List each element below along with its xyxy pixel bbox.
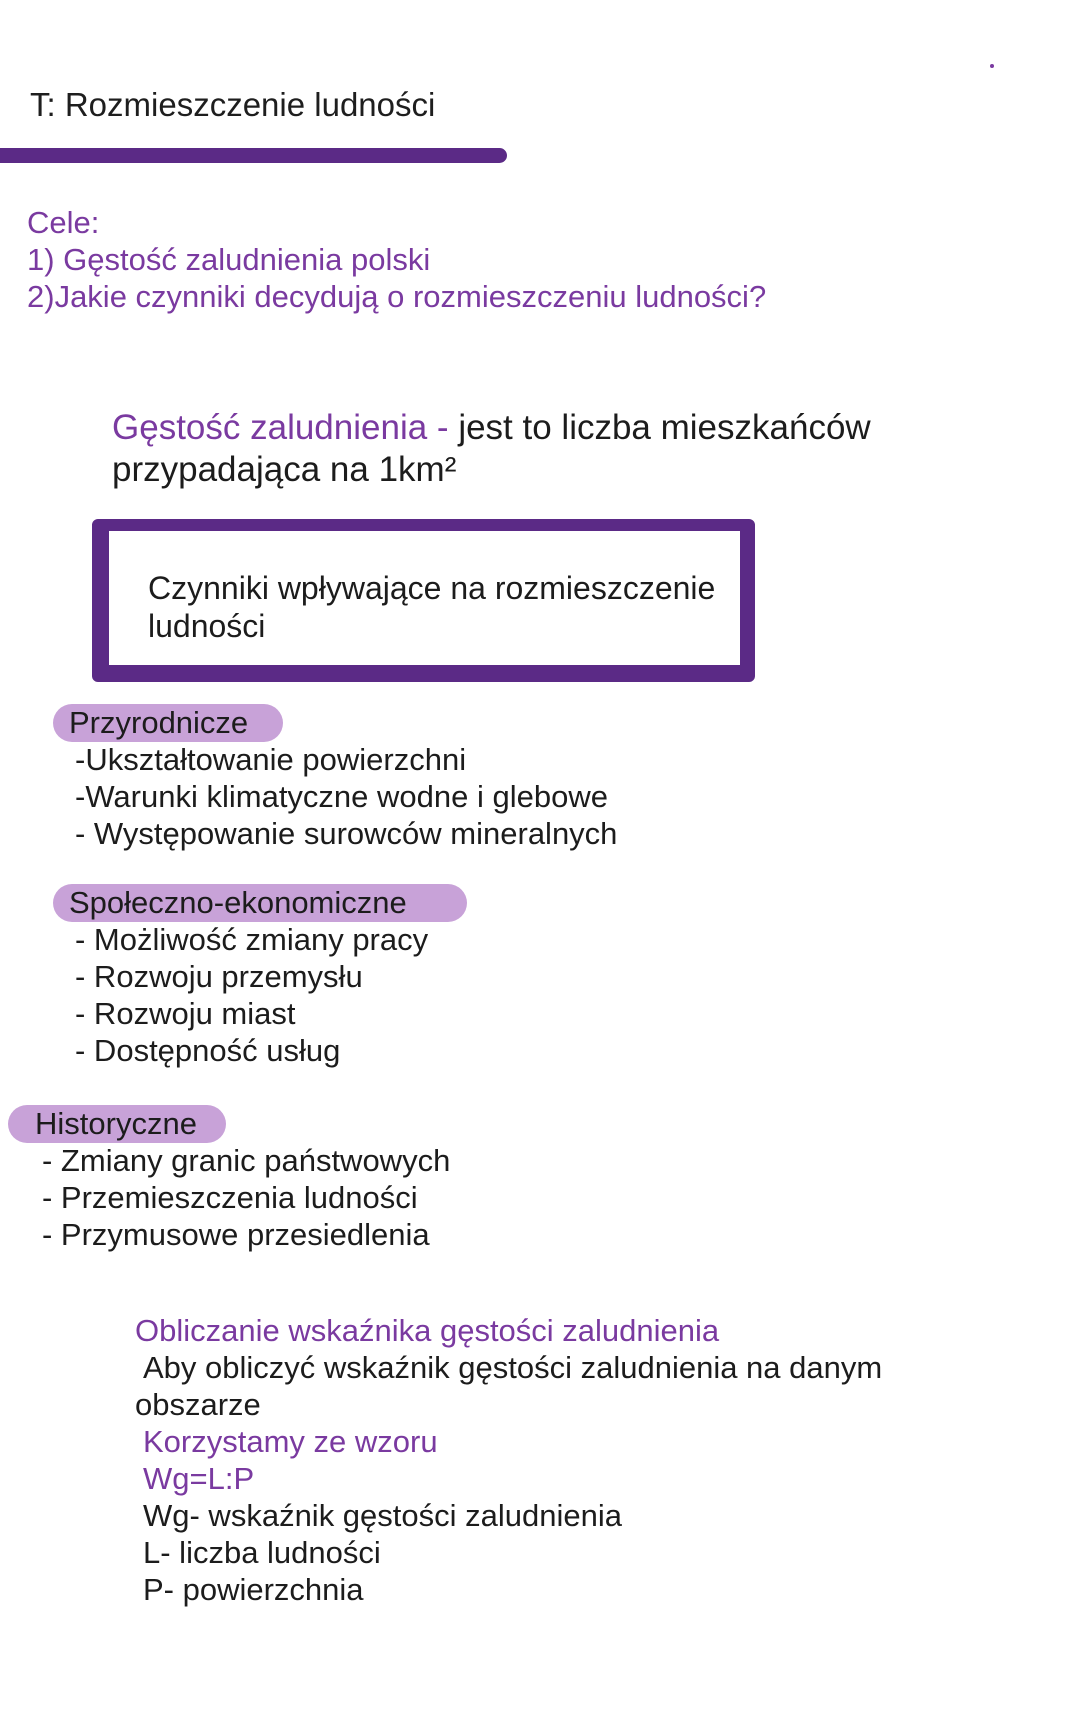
- natural-item-2: -Warunki klimatyczne wodne i glebowe: [75, 779, 608, 814]
- formula-intro: Korzystamy ze wzoru: [143, 1424, 438, 1459]
- goal-item-1: 1) Gęstość zaludnienia polski: [27, 242, 431, 277]
- formula-legend-l: L- liczba ludności: [143, 1535, 381, 1570]
- category-socioeconomic-heading: Społeczno-ekonomiczne: [69, 885, 407, 920]
- formula-legend-wg: Wg- wskaźnik gęstości zaludnienia: [143, 1498, 622, 1533]
- calculation-heading: Obliczanie wskaźnika gęstości zaludnienia: [135, 1313, 720, 1348]
- category-natural-heading: Przyrodnicze: [69, 705, 249, 740]
- definition: [112, 407, 912, 491]
- goals-heading: Cele:: [27, 205, 100, 240]
- page-title: T: Rozmieszczenie ludności: [30, 86, 436, 123]
- historical-item-3: - Przymusowe przesiedlenia: [42, 1217, 430, 1252]
- historical-item-1: - Zmiany granic państwowych: [42, 1143, 451, 1178]
- definition-text: jest to liczba mieszkańców przypadająca na 1km²: [112, 408, 871, 489]
- goal-item-2: 2)Jakie czynniki decydują o rozmieszczeniu ludności?: [27, 279, 767, 314]
- definition-term: Gęstość zaludnienia: [112, 408, 428, 447]
- natural-item-3: - Występowanie surowców mineralnych: [75, 816, 618, 851]
- historical-item-2: - Przemieszczenia ludności: [42, 1180, 418, 1215]
- formula-legend-p: P- powierzchnia: [143, 1572, 364, 1607]
- formula: Wg=L:P: [143, 1461, 255, 1496]
- stray-dot: [990, 64, 994, 68]
- natural-item-1: -Ukształtowanie powierzchni: [75, 742, 467, 777]
- calculation-line-2: obszarze: [135, 1387, 261, 1422]
- category-historical-heading: Historyczne: [35, 1106, 197, 1141]
- socioeconomic-item-2: - Rozwoju przemysłu: [75, 959, 363, 994]
- socioeconomic-item-3: - Rozwoju miast: [75, 996, 296, 1031]
- title-underline: [0, 148, 507, 163]
- factors-box: [92, 519, 755, 682]
- socioeconomic-item-4: - Dostępność usług: [75, 1033, 341, 1068]
- calculation-line-1: Aby obliczyć wskaźnik gęstości zaludnienia na danym: [143, 1350, 883, 1385]
- factors-box-text: Czynniki wpływające na rozmieszczenie ludności: [148, 570, 716, 644]
- definition-separator: -: [427, 408, 459, 447]
- socioeconomic-item-1: - Możliwość zmiany pracy: [75, 922, 429, 957]
